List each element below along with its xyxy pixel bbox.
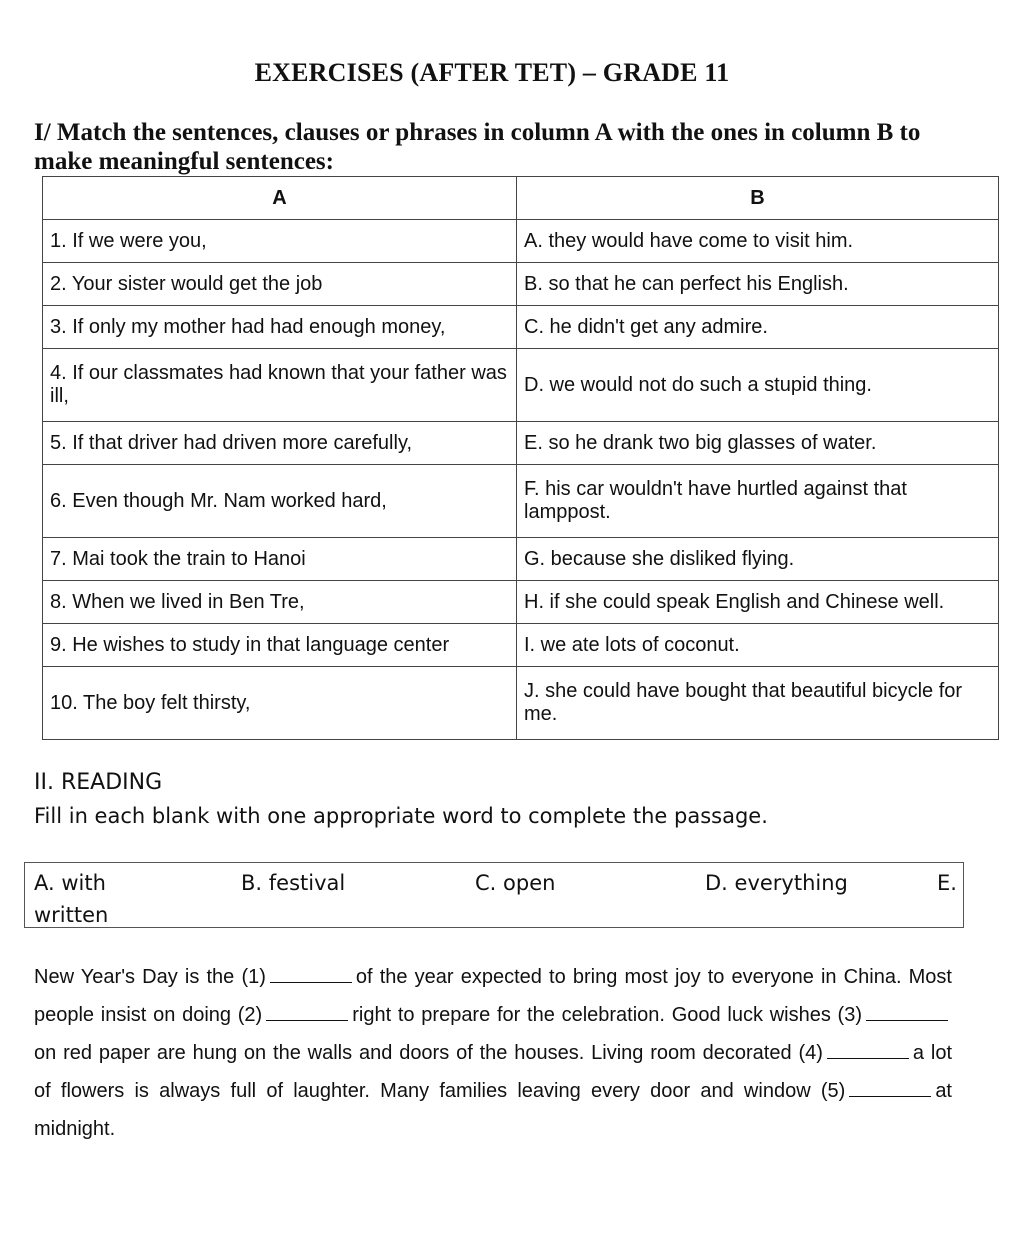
column-a-cell: 9. He wishes to study in that language center (43, 624, 517, 667)
column-b-cell: A. they would have come to visit him. (517, 220, 999, 263)
section2-instruction: Fill in each blank with one appropriate word to complete the passage. (34, 804, 768, 828)
word-option-e-word: written (34, 903, 109, 927)
column-a-cell: 1. If we were you, (43, 220, 517, 263)
column-a-cell: 2. Your sister would get the job (43, 263, 517, 306)
column-b-cell: E. so he drank two big glasses of water. (517, 422, 999, 465)
table-row (43, 581, 999, 624)
blank-3 (866, 1006, 948, 1021)
column-b-cell: D. we would not do such a stupid thing. (517, 349, 999, 422)
word-option-d: D. everything (705, 871, 848, 895)
column-a-header: A (43, 177, 517, 220)
column-a-cell: 3. If only my mother had had enough money, (43, 306, 517, 349)
word-option-e: E. (937, 871, 957, 895)
matching-table (42, 176, 999, 740)
page-title: EXERCISES (AFTER TET) – GRADE 11 (254, 58, 730, 87)
table-row (43, 538, 999, 581)
column-a-cell: 10. The boy felt thirsty, (43, 667, 517, 740)
table-row (43, 349, 999, 422)
word-option-c: C. open (475, 871, 556, 895)
column-a-cell: 6. Even though Mr. Nam worked hard, (43, 465, 517, 538)
column-b-cell: H. if she could speak English and Chinese well. (517, 581, 999, 624)
word-option-b: B. festival (241, 871, 346, 895)
column-a-cell: 7. Mai took the train to Hanoi (43, 538, 517, 581)
word-option-a: A. with (34, 871, 106, 895)
column-b-cell: I. we ate lots of coconut. (517, 624, 999, 667)
column-b-cell: G. because she disliked flying. (517, 538, 999, 581)
table-row (43, 422, 999, 465)
passage-text: at midnight. (34, 1080, 952, 1140)
column-b-cell: J. she could have bought that beautiful bicycle for me. (517, 667, 999, 740)
blank-5 (849, 1082, 931, 1097)
blank-4 (827, 1044, 909, 1059)
table-row (43, 220, 999, 263)
column-b-cell: F. his car wouldn't have hurtled against that lamppost. (517, 465, 999, 538)
passage-text: on red paper are hung on the walls and doors of the houses. Living room decorated (4) (34, 1042, 823, 1064)
section1-instruction: I/ Match the sentences, clauses or phrases in column A with the ones in column B to make meaningful sentences: (34, 119, 921, 175)
passage-text: New Year's Day is the (1) (34, 966, 266, 988)
column-a-cell: 5. If that driver had driven more carefully, (43, 422, 517, 465)
column-a-cell: 4. If our classmates had known that your father was ill, (43, 349, 517, 422)
passage-text: right to prepare for the celebration. Good luck wishes (3) (352, 1004, 863, 1026)
word-bank (24, 862, 964, 928)
reading-passage (34, 958, 952, 1148)
table-row (43, 624, 999, 667)
blank-1 (270, 968, 352, 983)
table-row (43, 667, 999, 740)
column-a-cell: 8. When we lived in Ben Tre, (43, 581, 517, 624)
column-b-header: B (517, 177, 999, 220)
blank-2 (266, 1006, 348, 1021)
passage-text: of the year expected to bring most joy to everyone in China. Most people insist on doing (2) (34, 966, 952, 1026)
table-row (43, 465, 999, 538)
table-row (43, 263, 999, 306)
section2-heading: II. READING (34, 770, 163, 795)
column-b-cell: C. he didn't get any admire. (517, 306, 999, 349)
table-row (43, 306, 999, 349)
passage-text: a lot of flowers is always full of laughter. Many families leaving every door and window (5) (34, 1042, 952, 1102)
column-b-cell: B. so that he can perfect his English. (517, 263, 999, 306)
